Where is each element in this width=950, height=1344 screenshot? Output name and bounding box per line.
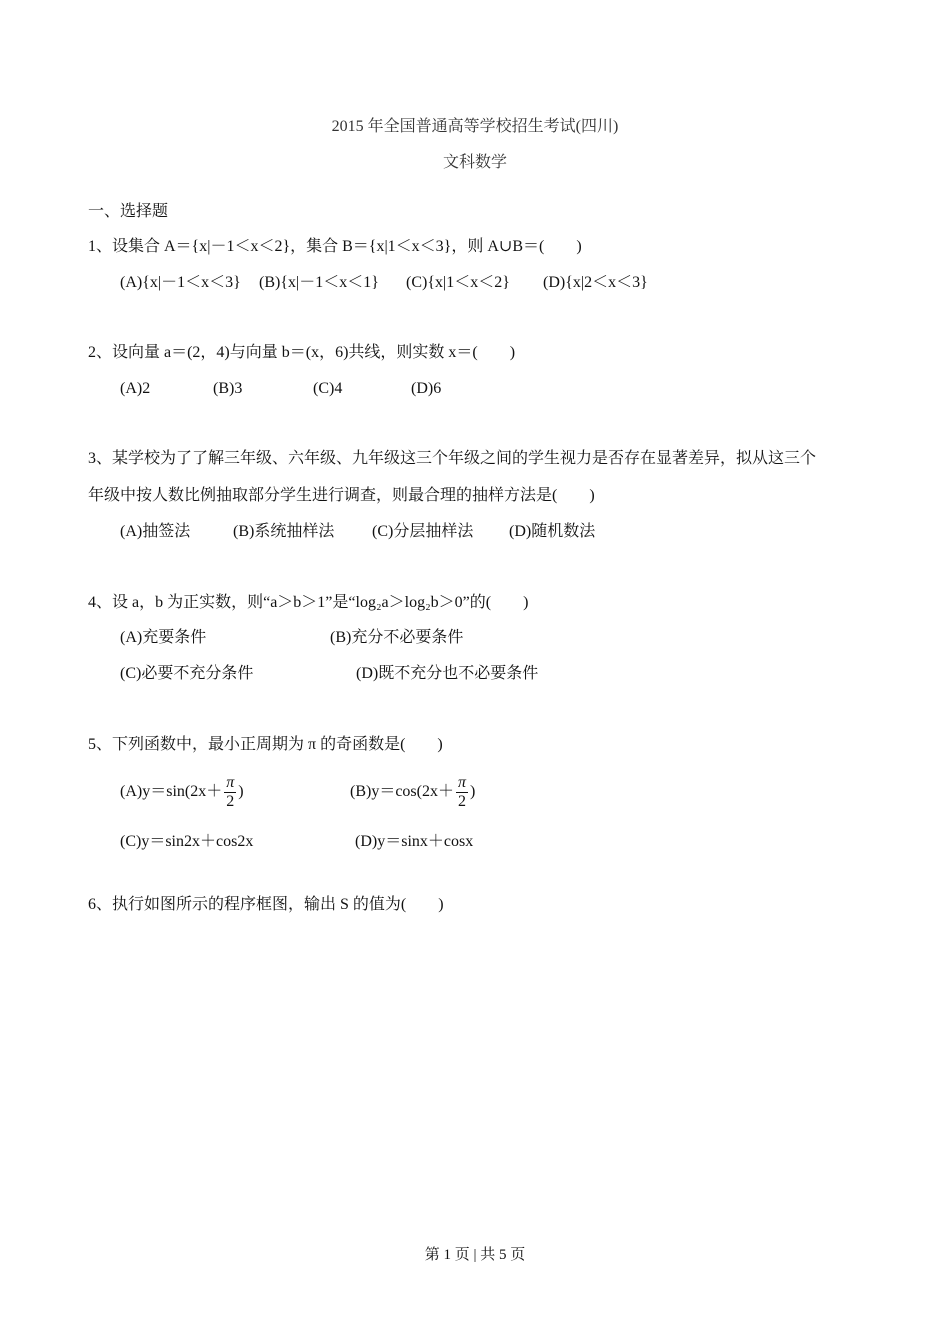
question-3-stem: 3、某学校为了了解三年级、六年级、九年级这三个年级之间的学生视力是否存在显著差异，拟从这三个 (88, 450, 817, 467)
q4-option-b: (B)充分不必要条件 (330, 629, 464, 646)
q5-a-suffix: ) (238, 783, 244, 800)
question-2-stem: 2、设向量 a＝(2，4)与向量 b＝(x，6)共线，则实数 x＝( ) (88, 344, 516, 361)
q5-option-a (120, 772, 244, 812)
q2-option-b: (B)3 (213, 380, 243, 397)
q5-b-prefix: (B)y＝cos(2x＋ (350, 783, 454, 800)
pi-over-2-fraction (456, 774, 468, 811)
q5-option-c: (C)y＝sin2x＋cos2x (120, 833, 254, 850)
fraction-denominator: 2 (226, 792, 235, 810)
q1-option-c: (C){x|1＜x＜2} (406, 274, 510, 291)
q2-option-d: (D)6 (411, 380, 442, 397)
exam-title: 2015 年全国普通高等学校招生考试(四川) (331, 118, 619, 135)
q5-option-d: (D)y＝sinx＋cosx (355, 833, 474, 850)
q1-option-a: (A){x|－1＜x＜3} (120, 274, 241, 291)
question-5-stem: 5、下列函数中，最小正周期为 π 的奇函数是( ) (88, 736, 443, 753)
q2-option-c: (C)4 (313, 380, 343, 397)
q2-option-a: (A)2 (120, 380, 151, 397)
q4-option-d: (D)既不充分也不必要条件 (356, 665, 539, 682)
q3-option-b: (B)系统抽样法 (233, 523, 335, 540)
section-heading: 一、选择题 (88, 203, 169, 220)
q4-option-c: (C)必要不充分条件 (120, 665, 254, 682)
q3-option-c: (C)分层抽样法 (372, 523, 474, 540)
fraction-denominator: 2 (458, 792, 466, 810)
page-footer: 第 1 页 | 共 5 页 (424, 1247, 526, 1263)
q1-option-b: (B){x|－1＜x＜1} (259, 274, 379, 291)
q5-option-b (350, 772, 475, 812)
q3-option-d: (D)随机数法 (509, 523, 596, 540)
q1-option-d: (D){x|2＜x＜3} (543, 274, 648, 291)
q3-option-a: (A)抽签法 (120, 523, 191, 540)
q5-a-prefix: (A)y＝sin(2x＋ (120, 783, 223, 800)
q4-option-a: (A)充要条件 (120, 629, 207, 646)
pi-over-2-fraction (224, 774, 236, 811)
question-4-stem: 4、设 a，b 为正实数，则“a＞b＞1”是“log₂a＞log₂b＞0”的( ) (88, 594, 529, 611)
q5-b-suffix: ) (470, 783, 476, 800)
question-1-stem: 1、设集合 A＝{x|－1＜x＜2}，集合 B＝{x|1＜x＜3}，则 A∪B＝( ) (88, 238, 582, 255)
question-3-stem-line2: 年级中按人数比例抽取部分学生进行调查，则最合理的抽样方法是( ) (88, 487, 595, 504)
fraction-numerator: π (458, 773, 467, 791)
exam-subtitle: 文科数学 (442, 154, 507, 171)
fraction-numerator: π (226, 773, 235, 791)
question-6-stem: 6、执行如图所示的程序框图，输出 S 的值为( ) (88, 896, 444, 913)
